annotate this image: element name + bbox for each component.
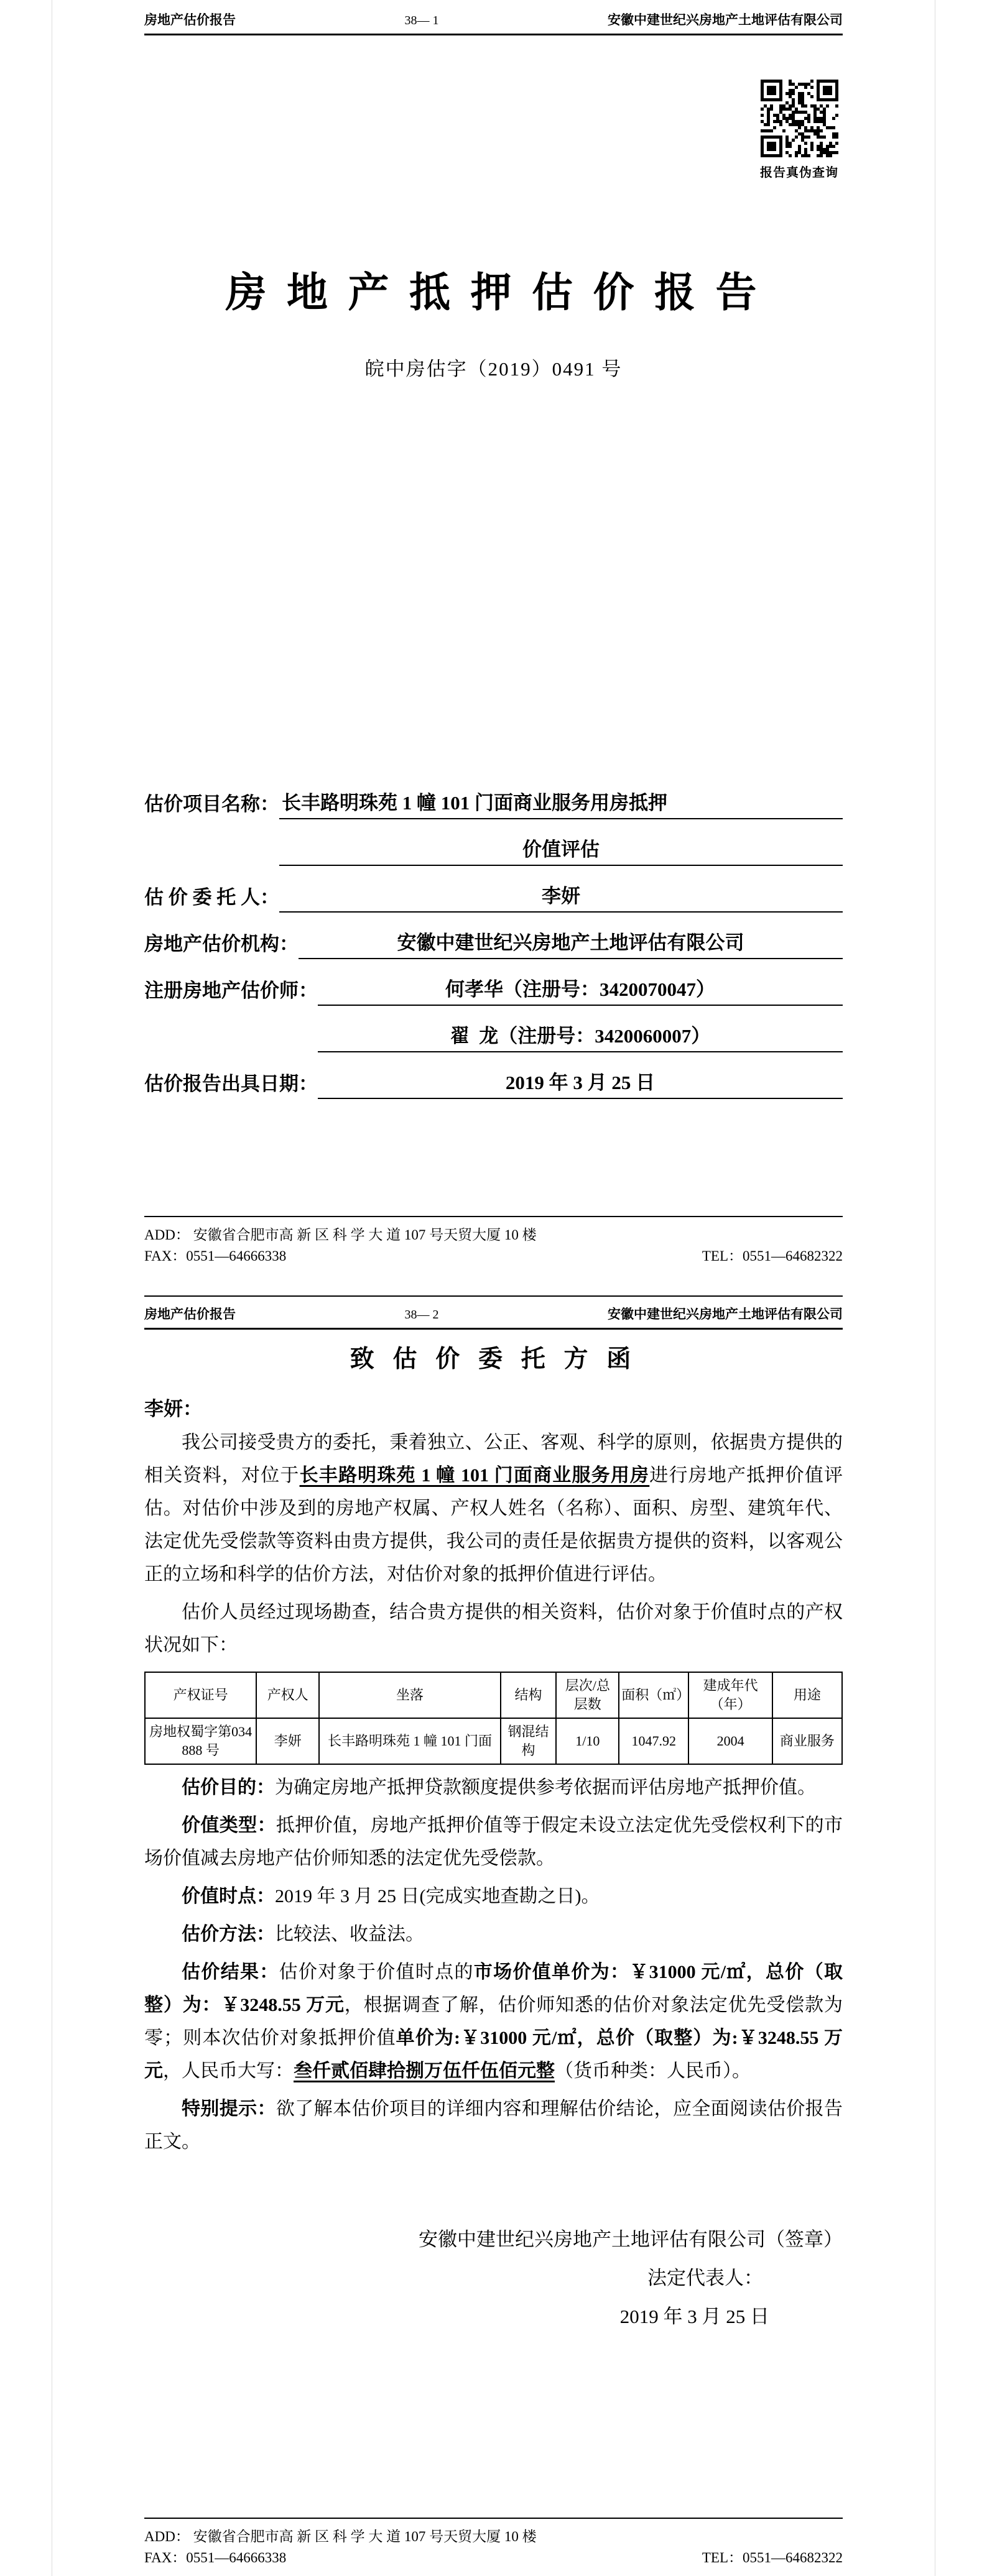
footer-divider [144, 1216, 843, 1217]
method-text: 比较法、收益法。 [275, 1924, 424, 1944]
table-header-row [145, 1672, 842, 1718]
field-issue-date-label: 估价报告出具日期： [144, 1073, 318, 1095]
field-issue-date-value: 2019 年 3 月 25 日 [318, 1067, 843, 1099]
table-header-cell: 层次/总层数 [556, 1672, 619, 1718]
field-client-label: 估 价 委 托 人： [144, 886, 279, 908]
cover-fields [144, 773, 843, 1099]
intro-seg-3: 进行房地产抵押价值评估。对估价中涉及到的房地产权属、产权人姓名（名称）、面积、房型、建筑年代、法定优先受偿款等资料由贵方提供，我公司的责任是依据贵方提供的资料，以客观公正的立场和科学的估价方法，对估价对象的抵押价值进行评估。 [144, 1465, 843, 1585]
signature-date: 2019 年 3 月 25 日 [619, 2306, 769, 2327]
value-type-label: 价值类型： [182, 1815, 276, 1836]
result-amount-in-words: 叁仟贰佰肆拾捌万伍仟伍佰元整 [294, 2061, 555, 2081]
header-page-number: 38— 1 [404, 14, 439, 27]
field-appraiser-2 [144, 1006, 843, 1052]
field-issue-date [144, 1052, 843, 1099]
footer-divider [144, 2518, 843, 2519]
intro-paragraph [144, 1426, 843, 1591]
signature-block [144, 2220, 843, 2336]
intro-property-name: 长丰路明珠苑 1 幢 101 门面商业服务用房 [299, 1465, 650, 1486]
result-mortgage-price: 单价为:￥31000 元/㎡，总价（取整）为:￥3248.55 万元 [144, 2028, 843, 2081]
table-cell: 1047.92 [619, 1718, 688, 1764]
report-title: 房 地 产 抵 押 估 价 报 告 [225, 270, 762, 316]
table-cell: 商业服务 [772, 1718, 842, 1764]
table-cell: 李妍 [256, 1718, 319, 1764]
result-market-price: 市场价值单价为：￥31000 元/㎡，总价（取整）为：￥3248.55 万元 [144, 1962, 843, 2015]
header-report-type: 房地产估价报告 [144, 1307, 236, 1322]
method-paragraph [144, 1918, 843, 1951]
qr-caption: 报告真伪查询 [760, 166, 838, 180]
qr-block [756, 80, 843, 180]
table-header-cell: 产权人 [256, 1672, 319, 1718]
field-agency-label: 房地产估价机构： [144, 933, 299, 955]
page-2 [52, 1288, 935, 2576]
purpose-text: 为确定房地产抵押贷款额度提供参考依据而评估房地产抵押价值。 [275, 1777, 816, 1798]
letter-title: 致 估 价 委 托 方 函 [350, 1346, 637, 1373]
result-label: 估价结果： [182, 1962, 279, 1982]
field-project-value: 长丰路明珠苑 1 幢 101 门面商业服务用房抵押 [279, 787, 843, 819]
result-seg-7: （货币种类：人民币）。 [555, 2061, 751, 2081]
footer-contact-row [144, 1246, 843, 1267]
intro-seg-1: 我公司接受贵方的委托，秉着独立、公正、客观、科学的原则，依据贵方提供的相关资料，对位于 [144, 1432, 843, 1486]
field-client [144, 866, 843, 913]
page-1-footer [144, 1216, 843, 1267]
field-project-name [144, 773, 843, 819]
result-paragraph [144, 1956, 843, 2087]
table-header-cell: 产权证号 [145, 1672, 256, 1718]
field-project-value-line2: 价值评估 [279, 834, 843, 866]
salutation: 李妍： [144, 1398, 202, 1420]
table-header-cell: 结构 [501, 1672, 557, 1718]
header-divider [144, 1328, 843, 1330]
note-paragraph [144, 2092, 843, 2158]
field-appraiser-1 [144, 959, 843, 1006]
field-client-value: 李妍 [279, 880, 843, 913]
page-2-footer [144, 2518, 843, 2569]
table-header-cell: 建成年代（年） [688, 1672, 772, 1718]
table-cell: 房地权蜀字第034888 号 [145, 1718, 256, 1764]
value-date-label: 价值时点： [182, 1886, 275, 1907]
purpose-label: 估价目的： [182, 1777, 275, 1798]
method-label: 估价方法： [182, 1924, 275, 1944]
table-cell: 1/10 [556, 1718, 619, 1764]
signature-legal-rep: 法定代表人： [647, 2267, 763, 2289]
signature-company: 安徽中建世纪兴房地产土地评估有限公司（签章） [419, 2229, 843, 2250]
value-type-paragraph [144, 1809, 843, 1875]
footer-fax: FAX：0551—64666338 [144, 2550, 287, 2565]
purpose-paragraph [144, 1771, 843, 1804]
value-date-text: 2019 年 3 月 25 日(完成实地查勘之日)。 [275, 1886, 600, 1907]
footer-fax: FAX：0551—64666338 [144, 1248, 287, 1264]
field-project-name-line2 [144, 819, 843, 866]
note-label: 特别提示： [182, 2099, 276, 2119]
table-header-cell: 面积（㎡） [619, 1672, 688, 1718]
footer-tel: TEL：0551—64682322 [702, 1248, 843, 1264]
field-project-label: 估价项目名称： [144, 793, 279, 815]
note-text: 欲了解本估价项目的详细内容和理解估价结论，应全面阅读估价报告正文。 [144, 2099, 843, 2152]
page-1 [52, 0, 935, 1288]
header-company-name: 安徽中建世纪兴房地产土地评估有限公司 [608, 12, 843, 27]
survey-paragraph: 估价人员经过现场勘查，结合贵方提供的相关资料，估价对象于价值时点的产权状况如下： [144, 1602, 843, 1655]
header-divider [144, 34, 843, 35]
footer-address: ADD： 安徽省合肥市高 新 区 科 学 大 道 107 号天贸大厦 10 楼 [144, 1227, 537, 1243]
page-1-header [144, 7, 843, 35]
report-number: 皖中房估字（2019）0491 号 [364, 358, 623, 380]
qr-code-icon [761, 80, 838, 157]
result-seg-3: ，根据调查了解，估价师知悉的估价对象法定优先受偿款为零；则本次估价对象抵押价值 [144, 1995, 843, 2048]
running-header [144, 1302, 843, 1323]
ownership-table [144, 1672, 843, 1765]
page-2-header [144, 1295, 843, 1330]
header-report-type: 房地产估价报告 [144, 12, 236, 27]
footer-address: ADD： 安徽省合肥市高 新 区 科 学 大 道 107 号天贸大厦 10 楼 [144, 2529, 537, 2544]
field-appraiser-label: 注册房地产估价师： [144, 980, 318, 1001]
running-header [144, 7, 843, 29]
table-cell: 钢混结构 [501, 1718, 557, 1764]
header-page-number: 38— 2 [404, 1308, 439, 1322]
value-date-paragraph [144, 1880, 843, 1913]
header-company-name: 安徽中建世纪兴房地产土地评估有限公司 [608, 1307, 843, 1322]
table-header-cell: 用途 [772, 1672, 842, 1718]
field-appraiser-1-value: 何孝华（注册号：3420070047） [318, 973, 843, 1006]
report-document [52, 0, 935, 2576]
table-header-cell: 坐落 [319, 1672, 500, 1718]
table-cell: 2004 [688, 1718, 772, 1764]
field-agency [144, 913, 843, 959]
footer-tel: TEL：0551—64682322 [702, 2550, 843, 2565]
result-seg-1: 估价对象于价值时点的 [279, 1962, 474, 1982]
table-row [145, 1718, 842, 1764]
value-type-text: 抵押价值，房地产抵押价值等于假定未设立法定优先受偿权利下的市场价值减去房地产估价师知悉的法定优先受偿款。 [144, 1815, 843, 1869]
field-appraiser-2-value: 翟 龙（注册号：3420060007） [318, 1020, 843, 1052]
footer-contact-row [144, 2547, 843, 2569]
result-seg-5: ，人民币大写： [163, 2061, 294, 2081]
table-cell: 长丰路明珠苑 1 幢 101 门面 [319, 1718, 500, 1764]
field-agency-value: 安徽中建世纪兴房地产土地评估有限公司 [299, 927, 843, 959]
